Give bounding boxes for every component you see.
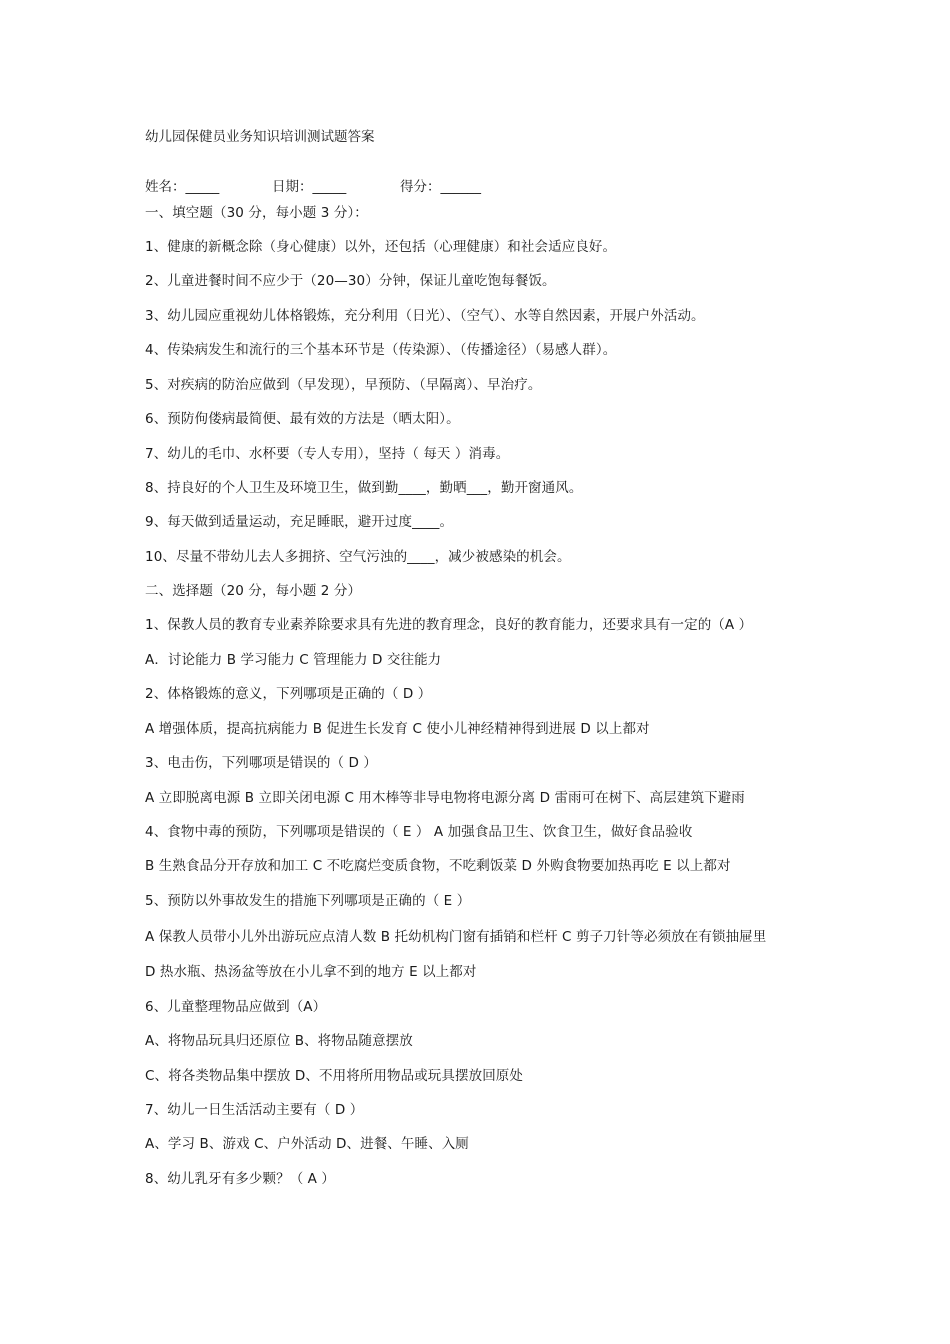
section2-heading: 二、选择题（20 分，每小题 2 分） [145,583,362,599]
fill-question-4: 4、传染病发生和流行的三个基本环节是（传染源）、（传播途径）（易感人群）。 [145,342,617,358]
choice-question-3: 3、电击伤，下列哪项是错误的（ D ） [145,755,377,771]
choice-options-3: A 立即脱离电源 B 立即关闭电源 C 用木棒等非导电物将电源分离 D 雷雨可在树下、高层建筑下避雨 [145,790,745,806]
fill-question-7: 7、幼儿的毛巾、水杯要（专人专用），坚持（ 每天 ）消毒。 [145,446,510,462]
choice-options-5b: D 热水瓶、热汤盆等放在小儿拿不到的地方 E 以上都对 [145,964,477,980]
choice-options-6b: C、将各类物品集中摆放 D、不用将所用物品或玩具摆放回原处 [145,1068,524,1084]
choice-question-4: 4、食物中毒的预防，下列哪项是错误的（ E ） A 加强食品卫生、饮食卫生，做好食品验收 [145,824,693,840]
choice-options-1: A．讨论能力 B 学习能力 C 管理能力 D 交往能力 [145,652,442,668]
choice-question-2: 2、体格锻炼的意义，下列哪项是正确的（ D ） [145,686,432,702]
section1-heading: 一、填空题（30 分，每小题 3 分）： [145,205,368,221]
choice-options-4: B 生熟食品分开存放和加工 C 不吃腐烂变质食物，不吃剩饭菜 D 外购食物要加热再吃 E 以上都对 [145,858,731,874]
choice-options-5a: A 保教人员带小儿外出游玩应点清人数 B 托幼机构门窗有插销和栏杆 C 剪子刀针等必须放在有锁抽屉里 [145,929,767,945]
choice-options-2: A 增强体质，提高抗病能力 B 促进生长发育 C 使小儿神经精神得到进展 D 以上都对 [145,721,650,737]
fill-question-1: 1、健康的新概念除（身心健康）以外，还包括（心理健康）和社会适应良好。 [145,239,617,255]
choice-question-1: 1、保教人员的教育专业素养除要求具有先进的教育理念，良好的教育能力，还要求具有一定的（A ） [145,617,753,633]
date-field-label: 日期：_____ [272,179,347,195]
name-field-label: 姓名：_____ [145,179,220,195]
choice-options-7: A、学习 B、游戏 C、户外活动 D、进餐、午睡、入厕 [145,1136,469,1152]
fill-question-5: 5、对疾病的防治应做到（早发现），早预防、（早隔离）、早治疗。 [145,377,542,393]
choice-question-8: 8、幼儿乳牙有多少颗？（ A ） [145,1171,336,1187]
fill-question-2: 2、儿童进餐时间不应少于（20—30）分钟，保证儿童吃饱每餐饭。 [145,273,556,289]
fill-question-6: 6、预防佝偻病最简便、最有效的方法是（晒太阳）。 [145,411,460,427]
choice-question-7: 7、幼儿一日生活活动主要有（ D ） [145,1102,364,1118]
choice-options-6a: A、将物品玩具归还原位 B、将物品随意摆放 [145,1033,413,1049]
choice-question-6: 6、儿童整理物品应做到（A） [145,999,327,1015]
fill-question-9: 9、每天做到适量运动，充足睡眠，避开过度____。 [145,514,454,530]
fill-question-10: 10、尽量不带幼儿去人多拥挤、空气污浊的____，减少被感染的机会。 [145,549,571,565]
choice-question-5: 5、预防以外事故发生的措施下列哪项是正确的（ E ） [145,893,471,909]
fill-question-3: 3、幼儿园应重视幼儿体格锻炼，充分利用（日光）、（空气）、水等自然因素，开展户外活动。 [145,308,705,324]
fill-question-8: 8、持良好的个人卫生及环境卫生，做到勤____，勤晒___，勤开窗通风。 [145,480,583,496]
score-field-label: 得分：______ [400,179,481,195]
document-title: 幼儿园保健员业务知识培训测试题答案 [145,129,375,145]
